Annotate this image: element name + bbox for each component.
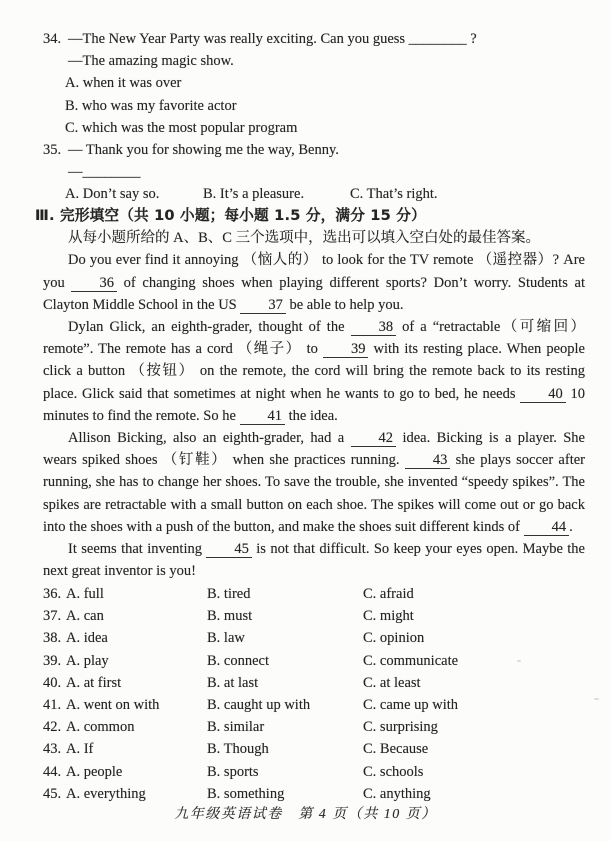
question-number: 44. (43, 763, 62, 780)
blank-40: 40 (520, 386, 566, 403)
question-number: 34. (43, 31, 62, 47)
option-c-cell: C. came up with (363, 697, 459, 714)
cloze-option-row-37 (43, 605, 585, 627)
option-a-cell: 45. A. everything (43, 783, 207, 805)
blank-41: 41 (240, 408, 286, 425)
option-c: C. which was the most popular program (65, 119, 298, 136)
cloze-option-row-36 (43, 583, 585, 605)
blank-43: 43 (405, 452, 451, 469)
option-a-cell: 41. A. went on with (43, 694, 207, 716)
option-c-cell: C. schools (363, 763, 424, 780)
option-c-cell: C. Because (363, 741, 429, 758)
blank-44: 44 (524, 519, 570, 536)
page-footer: 九年级英语试卷 第 4 页（共 10 页） (174, 807, 437, 822)
cloze-paragraph: Do you ever find it annoying （恼人的） to look for the TV remote （遥控器）? Are you 36 of changing shoes when playing different sports? Don’t worry. Students at Clayton Middle School in the US 37 be able to help you. (43, 252, 586, 313)
option-c-cell: C. surprising (363, 719, 438, 736)
answer-blank-line: —________ (68, 164, 141, 181)
option-a-cell: 43. A. If (43, 738, 207, 760)
question-number: 42. (43, 719, 62, 736)
cloze-option-row-45 (43, 783, 585, 805)
option-b-cell: B. must (207, 608, 253, 625)
option-b-cell: B. similar (207, 719, 265, 736)
cloze-paragraph: Allison Bicking, also an eighth-grader, had a 42 idea. Bicking is a player. She wears spiked shoes （钉鞋） when she practices running. 43 she plays soccer after running, she has to change her shoes. To save the trouble, she invented “speedy spikes”. The spikes are retractable with a small button on each shoe. The spikes will come out or go back into the shoes with a push of the button, and make the shoes suit different kinds of 44 . (43, 430, 585, 535)
option-c: C. That’s right. (350, 186, 438, 203)
option-c-cell: C. opinion (363, 630, 425, 647)
option-a-cell: 44. A. people (43, 761, 207, 783)
blank-39: 39 (323, 341, 369, 358)
question-number: 45. (43, 785, 62, 802)
option-b-cell: B. at last (207, 674, 259, 691)
option-a-cell: 37. A. can (43, 605, 207, 627)
option-c-cell: C. at least (363, 674, 421, 691)
blank-38: 38 (351, 319, 397, 336)
options-row (43, 183, 585, 205)
option-b-cell: B. caught up with (207, 697, 311, 714)
question-text: —The New Year Party was really exciting. Can you guess ________ ? (68, 31, 477, 47)
question-number: 40. (43, 674, 62, 691)
scan-speck (517, 660, 521, 662)
option-c-cell: C. anything (363, 785, 431, 802)
cloze-option-row-43 (43, 738, 585, 760)
cloze-option-row-42 (43, 716, 585, 738)
cloze-passage (43, 249, 585, 582)
question-35 (43, 139, 585, 206)
blank-45: 45 (206, 541, 252, 558)
cloze-options-table (43, 583, 585, 805)
option-b-cell: B. something (207, 785, 285, 802)
cloze-paragraph: It seems that inventing 45 is not that difficult. So keep your eyes open. Maybe the next great inventor is you! (43, 541, 585, 580)
cloze-option-row-39 (43, 650, 585, 672)
question-number: 41. (43, 697, 62, 714)
option-a-cell: 36. A. full (43, 583, 207, 605)
blank-42: 42 (351, 430, 397, 447)
option-c-cell: C. communicate (363, 652, 459, 669)
option-b-cell: B. Though (207, 741, 269, 758)
cloze-instruction: 从每小题所给的 A、B、C 三个选项中，选出可以填入空白处的最佳答案。 (68, 230, 541, 247)
question-number: 39. (43, 652, 62, 669)
blank-36: 36 (71, 275, 117, 292)
cloze-option-row-44 (43, 761, 585, 783)
option-b-cell: B. connect (207, 652, 270, 669)
option-b-cell: B. sports (207, 763, 259, 780)
blank-37: 37 (240, 297, 286, 314)
question-number: 43. (43, 741, 62, 758)
option-c-cell: C. might (363, 608, 414, 625)
questions-34-35 (43, 28, 585, 206)
cloze-section (35, 205, 586, 582)
scan-speck (594, 698, 599, 700)
option-b: B. who was my favorite actor (65, 97, 237, 114)
question-reply: —The amazing magic show. (68, 53, 234, 70)
option-b: B. It’s a pleasure. (203, 186, 305, 203)
option-a-cell: 42. A. common (43, 716, 207, 738)
question-number: 36. (43, 586, 62, 602)
option-a: A. when it was over (65, 75, 182, 92)
option-b-cell: B. law (207, 630, 245, 647)
option-a-cell: 39. A. play (43, 650, 207, 672)
cloze-option-row-41 (43, 694, 585, 716)
option-a-cell: 38. A. idea (43, 627, 207, 649)
option-a: A. Don’t say so. (65, 186, 160, 203)
question-number: 38. (43, 630, 62, 647)
question-line (43, 139, 585, 161)
question-text: — Thank you for showing me the way, Benny. (68, 142, 339, 159)
question-line (43, 28, 585, 50)
cloze-option-row-38 (43, 627, 585, 649)
question-number: 37. (43, 608, 62, 625)
cloze-option-row-40 (43, 672, 585, 694)
option-a-cell: 40. A. at first (43, 672, 207, 694)
option-b-cell: B. tired (207, 586, 251, 602)
question-number: 35. (43, 142, 62, 159)
question-34 (43, 28, 585, 139)
option-c-cell: C. afraid (363, 586, 414, 602)
cloze-paragraph: Dylan Glick, an eighth-grader, thought of the 38 of a “retractable（可缩回） remote”. The remote has a cord （绳子） to 39 with its resting place. When people click a button （按钮） on the remote, the cord will bring the remote back to its resting place. Glick said that sometimes at night when he wants to go to bed, he needs 40 10 minutes to find the remote. So he 41 the idea. (43, 319, 585, 424)
cloze-section-heading: Ⅲ. 完形填空（共 10 小题；每小题 1.5 分，满分 15 分） (35, 207, 426, 224)
